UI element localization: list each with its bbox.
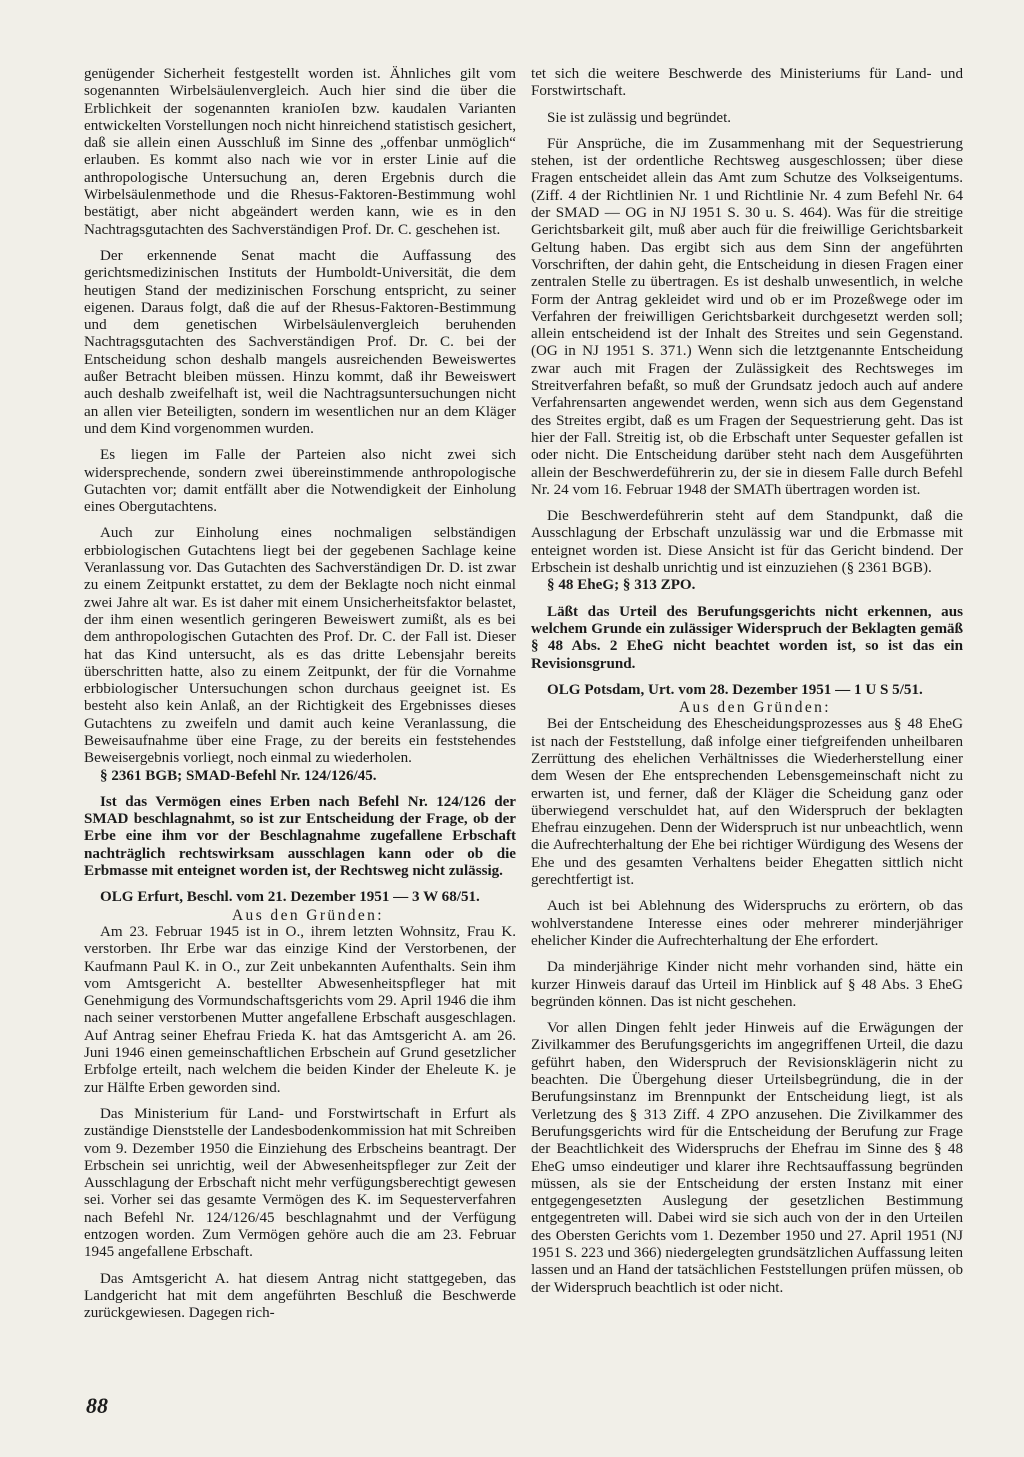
paragraph: Vor allen Dingen fehlt jeder Hinweis auf die Erwägungen der Zivilkammer des Berufungsgerichts im angegriffenen Urteil, die dazu geführt haben, den Widerspruch der Revisionsklägerin nicht zu beachten. Die Übergehung dieser Urteilsbegründung, die in der Berufungsinstanz im Brennpunkt der Entscheidung liegt, ist als Verletzung des § 313 Ziff. 4 ZPO anzusehen. Die Zivilkammer des Berufungsgerichts wird für die Entscheidung der Berufung zur Frage der Beachtlichkeit des Widerspruchs der Ehefrau im Sinne des § 48 EheG umso eindeutiger und klarer ihre Rechtsauffassung begründen müssen, als sie der Entscheidung der ersten Instanz mit einer entgegengesetzten Auslegung der gesetzlichen Bestimmung entgegentreten will. Dabei wird sie sich auch von der in den Urteilen des Obersten Gerichts vom 1. Dezember 1950 und 27. April 1951 (NJ 1951 S. 223 und 366) niedergelegten grundsätzlichen Auffassung leiten lassen und an Hand der tatsächlichen Feststellungen prüfen müssen, ob der Widerspruch beachtlich ist oder nicht.: [531, 1020, 963, 1296]
paragraph: Am 23. Februar 1945 ist in O., ihrem letzten Wohnsitz, Frau K. verstorben. Ihr Erbe war das einzige Kind der Verstorbenen, der Kaufmann Paul K. in O., zur Zeit unbekannten Aufenthalts. Sein ihm vom Amtsgericht A. bestellter Abwesenheitspfleger hat mit Genehmigung des Vormundschaftsgerichts vom 29. April 1946 die ihm nach seiner verstorbenen Mutter angefallene Erbschaft ausgeschlagen. Auf Antrag seiner Ehefrau Frieda K. hat das Amtsgericht A. am 26. Juni 1946 einen gemeinschaftlichen Erbschein auf Grund gesetzlicher Erbfolge erteilt, nach welchem die beiden Kinder der Eheleute K. je zur Hälfte Erben geworden sind.: [84, 923, 516, 1096]
paragraph: Auch zur Einholung eines nochmaligen selbständigen erbbiologischen Gutachtens liegt bei der gegebenen Sachlage keine Veranlassung vor. Das Gutachten des Sachverständigen Dr. D. ist zwar zu einem Zeitpunkt erstattet, zu dem der Beklagte noch nicht einmal zwei Jahre alt war. Es ist daher mit einem Unsicherheitsfaktor belastet, der ihm einen wesentlich geringeren Beweiswert zumißt, als es bei dem anthropologischen Gutachten des Prof. Dr. C. der Fall ist. Dieser hat das Kind untersucht, als es das dritte Lebensjahr bereits überschritten hatte, also zu einem Zeitpunkt, der für die Vornahme erbbiologischer Untersuchungen schon durchaus geeignet ist. Es besteht also kein Anlaß, an der Richtigkeit des Ergebnisses dieses Gutachtens zu zweifeln und damit auch keine Veranlassung, die Beweisaufnahme über eine Frage, zu der bereits ein feststehendes Beweisergebnis vorliegt, noch einmal zu wiederholen.: [84, 525, 516, 767]
court-citation: OLG Erfurt, Beschl. vom 21. Dezember 1951 — 3 W 68/51.: [100, 889, 480, 906]
paragraph: Der erkennende Senat macht die Auffassung des gerichtsmedizinischen Instituts der Humboldt-Universität, die dem heutigen Stand der medizinischen Forschung entspricht, zu seiner eigenen. Daraus folgt, daß die auf der Rhesus-Faktoren-Bestimmung und dem genetischen Wirbelsäulenvergleich beruhenden Nachtragsgutachten des Sachverständigen Prof. Dr. C. bei der Entscheidung schon deshalb mangels ausreichenden Beweiswertes außer Betracht bleiben müssen. Hinzu kommt, daß ihr Beweiswert auch deshalb zweifelhaft ist, weil die Nachtragsuntersuchungen nicht an allen vier Beteiligten, sondern im wesentlichen nur an dem Kläger und dem Kind vorgenommen wurden.: [84, 247, 516, 437]
paragraph: genügender Sicherheit festgestellt worden ist. Ähnliches gilt vom sogenannten Wirbelsäulenvergleich. Auch hier sind die über die Erblichkeit der sogenannten kranioIen bzw. kaudalen Varianten entwickelten Vorstellungen noch nicht hinreichend statistisch gesichert, daß sie allein einen Ausschluß im Sinne des „offenbar unmöglich“ erlauben. Es kommt also nach wie vor in erster Linie auf die anthropologische Untersuchung an, deren Ergebnis durch die Wirbelsäulenmethode und die Rhesus-Faktoren-Bestimmung wohl bestätigt, aber nicht abgeändert werden kann, wie es in den Nachtragsgutachten des Sachverständigen Prof. Dr. C. geschehen ist.: [84, 66, 516, 238]
section-heading: § 2361 BGB; SMAD-Befehl Nr. 124/126/45.: [100, 767, 377, 784]
left-column: [84, 66, 516, 1322]
reasons-heading: Aus den Gründen:: [231, 906, 385, 924]
paragraph: Für Ansprüche, die im Zusammenhang mit der Sequestrierung stehen, ist der ordentliche Rechtsweg ausgeschlossen; über diese Fragen entscheidet allein das Amt zum Schutze des Volkseigentums. (Ziff. 4 der Richtlinien Nr. 1 und Richtlinie Nr. 4 zum Befehl Nr. 64 der SMAD — OG in NJ 1951 S. 30 u. S. 464). Was für die streitige Gerichtsbarkeit gilt, muß aber auch für die freiwillige Gerichtsbarkeit Geltung haben. Das ergibt sich aus dem Sinn der angeführten Vorschriften, der dahin geht, die Entscheidung in diesen Fragen einer zentralen Stelle zu übertragen. Es ist deshalb unwesentlich, in welche Form der Antrag gekleidet wird und ob er im Prozeßwege oder im Verfahren der freiwilligen Gerichtsbarkeit durchgesetzt werden soll; allein entscheidend ist der Inhalt des Streites und sein Gegenstand. (OG in NJ 1951 S. 371.) Wenn sich die letztgenannte Entscheidung zwar auch mit Fragen der Zulässigkeit des Rechtsweges im Streitverfahren befaßt, so muß der Grundsatz jedoch auch auf andere Verfahrensarten angewendet werden, wenn sich aus dem Gegenstand des Streites ergibt, daß es um Fragen der Sequestrierung geht. Das ist hier der Fall. Streitig ist, ob die Erbschaft unter Sequester gefallen ist oder nicht. Die Entscheidung darüber steht nach dem Ausgeführten allein der Beschwerdeführerin zu, der sie in diesem Falle durch Befehl Nr. 24 vom 16. Februar 1948 der SMATh übertragen worden ist.: [531, 135, 963, 498]
paragraph: Es liegen im Falle der Parteien also nicht zwei sich widersprechende, sondern zwei übereinstimmende anthropologische Gutachten vor; damit entfällt aber die Notwendigkeit der Einholung eines Obergutachtens.: [84, 447, 516, 516]
paragraph: Sie ist zulässig und begründet.: [547, 109, 732, 126]
paragraph: tet sich die weitere Beschwerde des Ministeriums für Land- und Forstwirtschaft.: [531, 66, 963, 100]
section-heading: § 48 EheG; § 313 ZPO.: [547, 577, 696, 594]
headnote: Ist das Vermögen eines Erben nach Befehl Nr. 124/126 der SMAD beschlagnahmt, so ist zur Entscheidung der Frage, ob der Erbe eine ihm vor der Beschlagnahme zugefallene Erbschaft nachträglich rechtswirksam ausschlagen kann oder ob die Erbmasse mit enteignet worden ist, der Rechtsweg nicht zulässig.: [84, 793, 516, 880]
paragraph: Bei der Entscheidung des Ehescheidungsprozesses aus § 48 EheG ist nach der Feststellung, daß infolge einer tiefgreifenden unheilbaren Zerrüttung des ehelichen Verhältnisses die Wiederherstellung einer dem Wesen der Ehe entsprechenden Lebensgemeinschaft nicht zu erwarten ist, und ferner, daß der Kläger die Scheidung ganz oder überwiegend verschuldet hat, auf den Widerspruch der beklagten Ehefrau einzugehen. Denn der Widerspruch ist nur unbeachtlich, wenn die Aufrechterhaltung der Ehe bei richtiger Würdigung des Wesens der Ehe und des gesamten Verhaltens beider Ehegatten sittlich nicht gerechtfertigt ist.: [531, 716, 963, 889]
paragraph: Da minderjährige Kinder nicht mehr vorhanden sind, hätte ein kurzer Hinweis darauf das Urteil im Hinblick auf § 48 Abs. 3 EheG begründen können. Das ist nicht geschehen.: [531, 959, 963, 1010]
reasons-heading: Aus den Gründen:: [678, 699, 832, 717]
right-column: [531, 66, 963, 1297]
court-citation: OLG Potsdam, Urt. vom 28. Dezember 1951 — 1 U S 5/51.: [547, 681, 923, 698]
paragraph: Das Ministerium für Land- und Forstwirtschaft in Erfurt als zuständige Dienststelle der Landesbodenkommission hat mit Schreiben vom 9. Dezember 1950 die Einziehung des Erbscheins beantragt. Der Erbschein sei unrichtig, weil der Abwesenheitspfleger zur Zeit der Ausschlagung der Erbschaft nicht mehr verfügungsberechtigt gewesen sei. Vorher sei das gesamte Vermögen des K. im Sequesterverfahren nach Befehl Nr. 124/126/45 beschlagnahmt und der Verfügung entzogen worden. Zum Vermögen gehöre auch die am 23. Februar 1945 angefallene Erbschaft.: [84, 1105, 516, 1261]
page-number: 88: [86, 1393, 108, 1418]
paragraph: Auch ist bei Ablehnung des Widerspruchs zu erörtern, ob das wohlverstandene Interesse eines oder mehrerer minderjähriger ehelicher Kinder die Aufrechterhaltung der Ehe erfordert.: [531, 898, 963, 949]
paragraph: Das Amtsgericht A. hat diesem Antrag nicht stattgegeben, das Landgericht hat mit dem angeführten Beschluß die Beschwerde zurückgewiesen. Dagegen rich-: [84, 1270, 516, 1322]
paragraph: Die Beschwerdeführerin steht auf dem Standpunkt, daß die Ausschlagung der Erbschaft unzulässig war und die Erbmasse mit enteignet worden ist. Diese Ansicht ist für das Gericht bindend. Der Erbschein ist deshalb unrichtig und ist einzuziehen (§ 2361 BGB).: [531, 508, 963, 577]
headnote: Läßt das Urteil des Berufungsgerichts nicht erkennen, aus welchem Grunde ein zulässiger Widerspruch der Beklagten gemäß § 48 Abs. 2 EheG nicht beachtet worden ist, so ist das ein Revisionsgrund.: [531, 603, 963, 672]
